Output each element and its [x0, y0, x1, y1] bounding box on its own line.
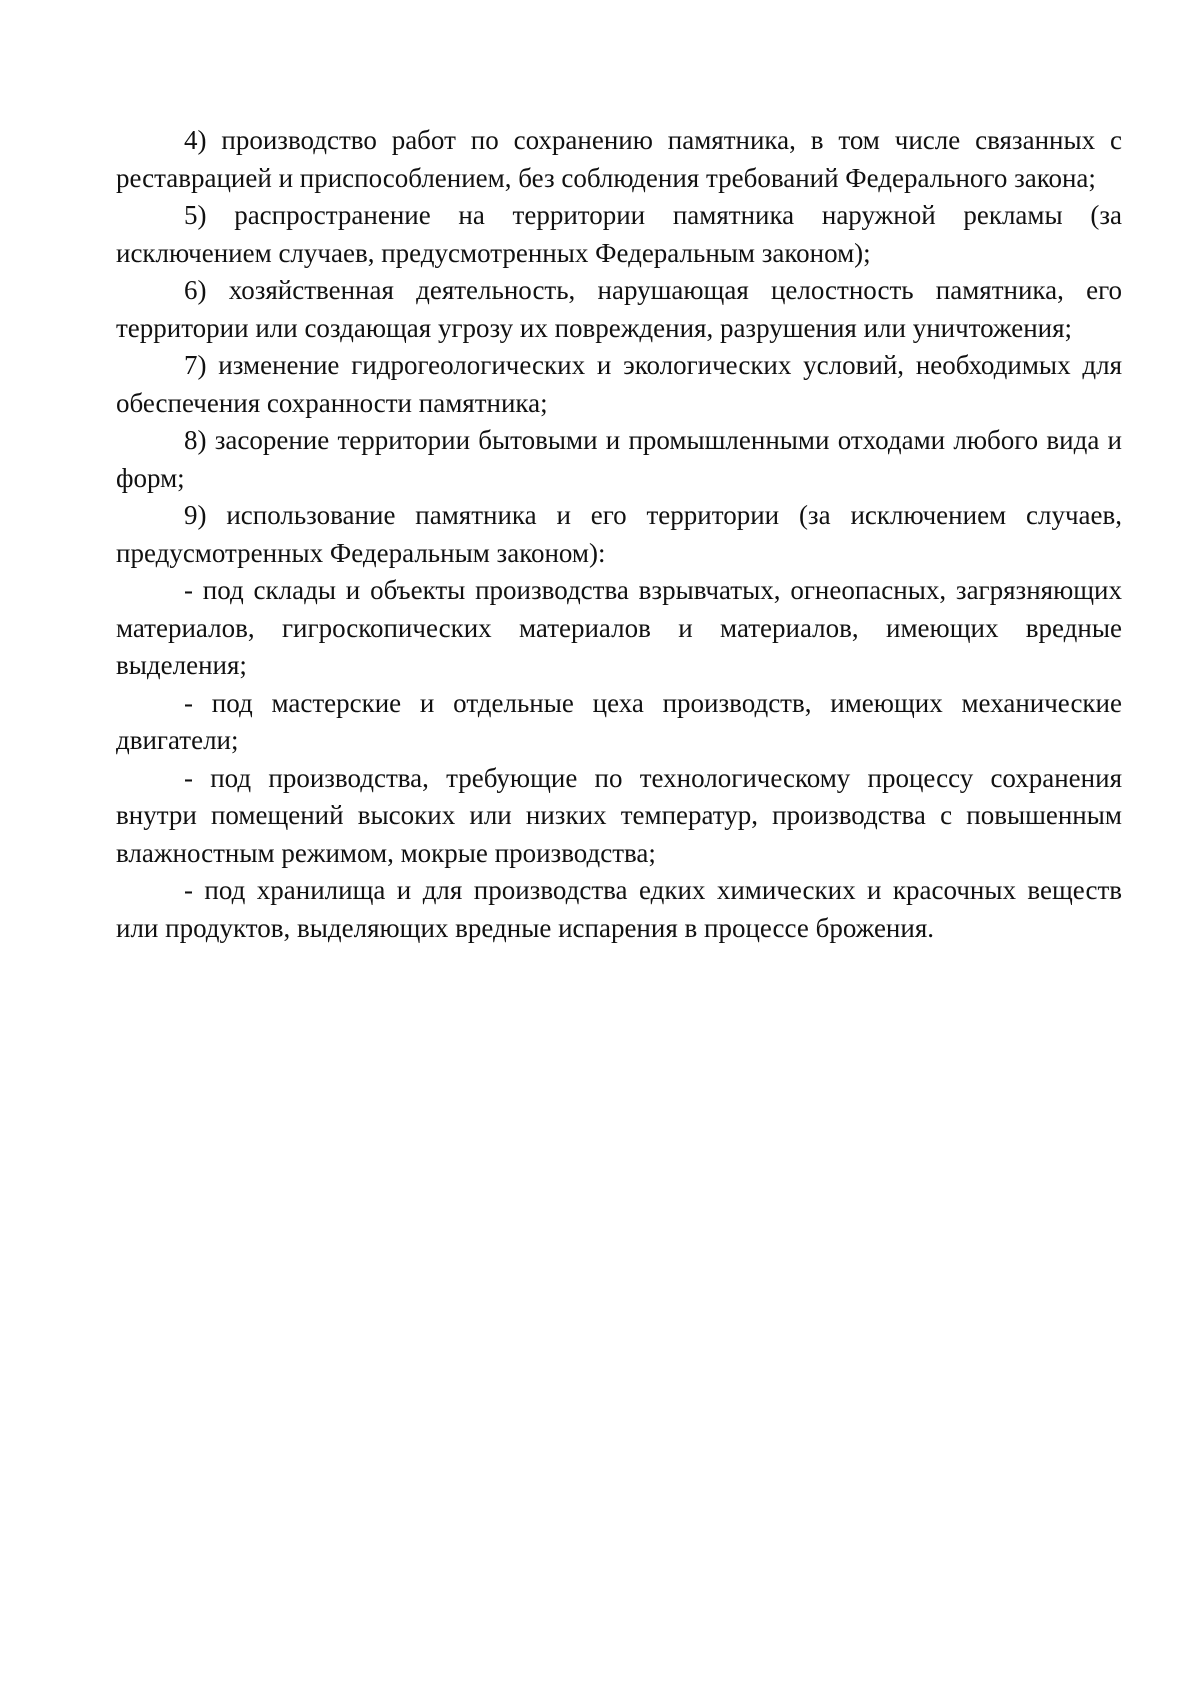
paragraph-item-9: 9) использование памятника и его территории (за исключением случаев, предусмотренных Федеральным законом): — [116, 500, 1122, 568]
paragraph-item-6: 6) хозяйственная деятельность, нарушающая целостность памятника, его территории или создающая угрозу их повреждения, разрушения или уничтожения; — [116, 275, 1122, 343]
paragraph-subitem-productions: - под производства, требующие по технологическому процессу сохранения внутри помещений высоких или низких температур, производства с повышенным влажностным режимом, мокрые производства; — [116, 762, 1122, 868]
paragraph-subitem-storage: - под хранилища и для производства едких химических и красочных веществ или продуктов, выделяющих вредные испарения в процессе брожения. — [116, 875, 1122, 943]
paragraph-item-5: 5) распространение на территории памятника наружной рекламы (за исключением случаев, предусмотренных Федеральным законом); — [116, 200, 1122, 268]
document-body — [116, 122, 1122, 947]
paragraph-subitem-warehouses: - под склады и объекты производства взрывчатых, огнеопасных, загрязняющих материалов, гигроскопических материалов и материалов, имеющих вредные выделения; — [116, 575, 1122, 680]
paragraph-item-4: 4) производство работ по сохранению памятника, в том числе связанных с реставрацией и приспособлением, без соблюдения требований Федерального закона; — [116, 125, 1122, 193]
paragraph-item-8: 8) засорение территории бытовыми и промышленными отходами любого вида и форм; — [116, 425, 1122, 493]
paragraph-subitem-workshops: - под мастерские и отдельные цеха производств, имеющих механические двигатели; — [116, 687, 1122, 755]
paragraph-item-7: 7) изменение гидрогеологических и экологических условий, необходимых для обеспечения сохранности памятника; — [116, 350, 1122, 418]
